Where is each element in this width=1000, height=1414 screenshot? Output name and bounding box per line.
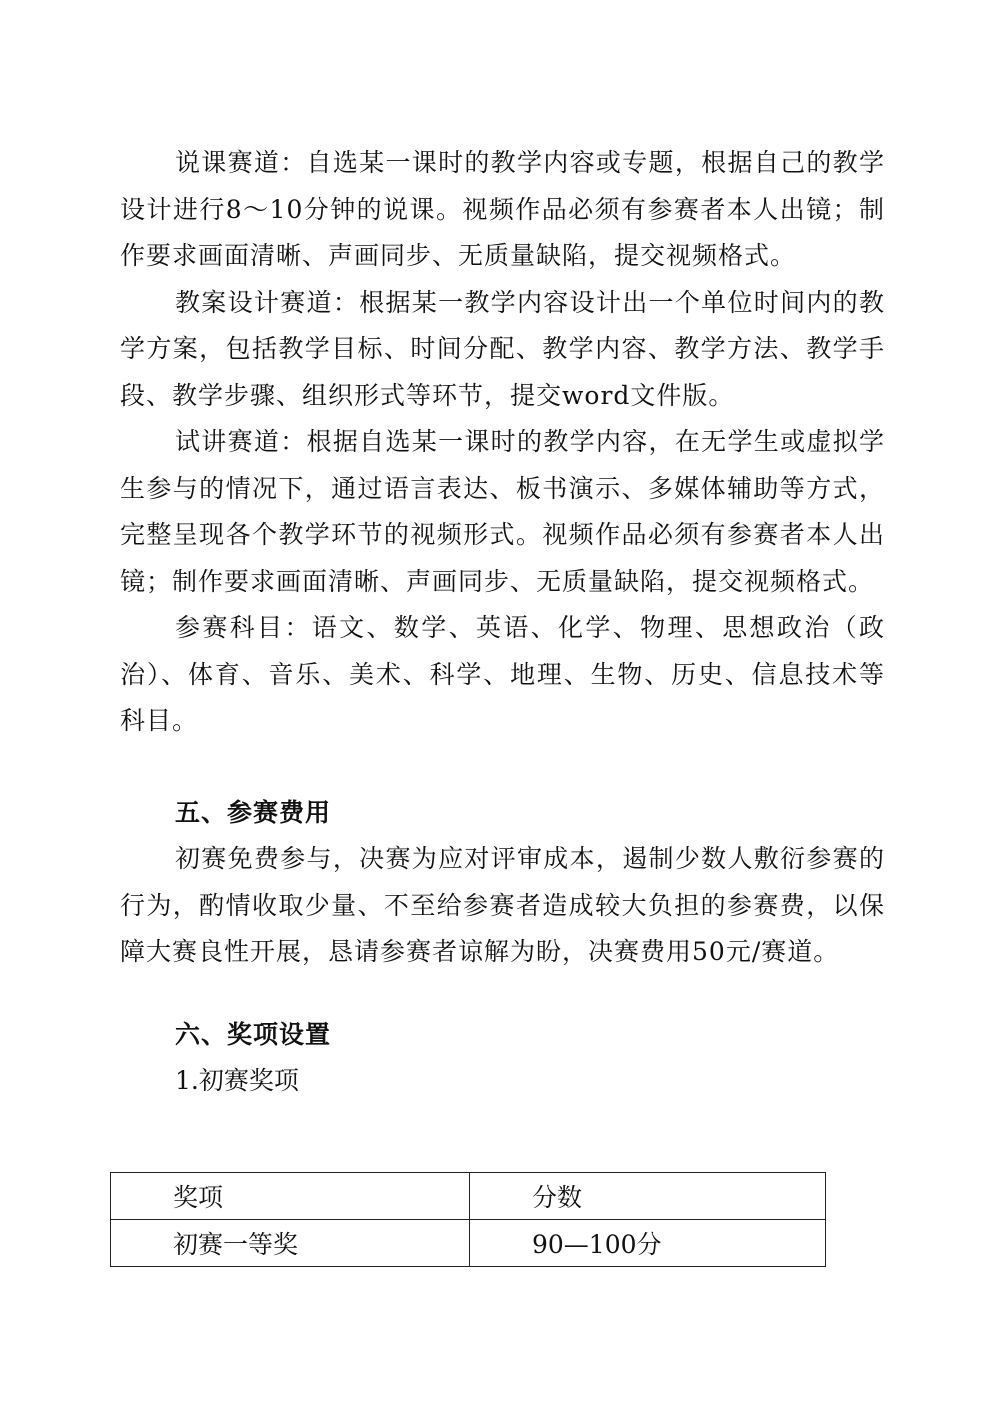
section-6-subheading: 1.初赛奖项	[175, 1066, 299, 1095]
table-cell-score: 90—100分	[470, 1220, 826, 1267]
section-6-heading: 六、奖项设置	[175, 1019, 332, 1049]
table-header-award: 奖项	[111, 1173, 470, 1220]
paragraph-trial-teaching-track: 试讲赛道：根据自选某一课时的教学内容，在无学生或虚拟学生参与的情况下，通过语言表达、板书演示、多媒体辅助等方式，完整呈现各个教学环节的视频形式。视频作品必须有参赛者本人出镜；制作要求画面清晰、声画同步、无质量缺陷，提交视频格式。	[120, 427, 885, 596]
paragraph-subjects: 参赛科目：语文、数学、英语、化学、物理、思想政治（政治）、体育、音乐、美术、科学、地理、生物、历史、信息技术等科目。	[120, 613, 885, 735]
section-5-body: 初赛免费参与，决赛为应对评审成本，遏制少数人敷衍参赛的行为，酌情收取少量、不至给参赛者造成较大负担的参赛费，以保障大赛良性开展，恳请参赛者谅解为盼，决赛费用50元/赛道。	[120, 844, 885, 966]
document-page	[120, 140, 885, 1104]
table-header-score: 分数	[470, 1173, 826, 1220]
paragraph-lecture-track: 说课赛道：自选某一课时的教学内容或专题，根据自己的教学设计进行8～10分钟的说课。视频作品必须有参赛者本人出镜；制作要求画面清晰、声画同步、无质量缺陷，提交视频格式。	[120, 148, 885, 270]
table-header-row	[111, 1173, 826, 1220]
table-cell-award: 初赛一等奖	[111, 1220, 470, 1267]
table-row	[111, 1220, 826, 1267]
awards-table	[110, 1172, 826, 1267]
paragraph-lesson-plan-track: 教案设计赛道：根据某一教学内容设计出一个单位时间内的教学方案，包括教学目标、时间分配、教学内容、教学方法、教学手段、教学步骤、组织形式等环节，提交word文件版。	[120, 287, 885, 410]
section-5-heading: 五、参赛费用	[175, 797, 332, 827]
